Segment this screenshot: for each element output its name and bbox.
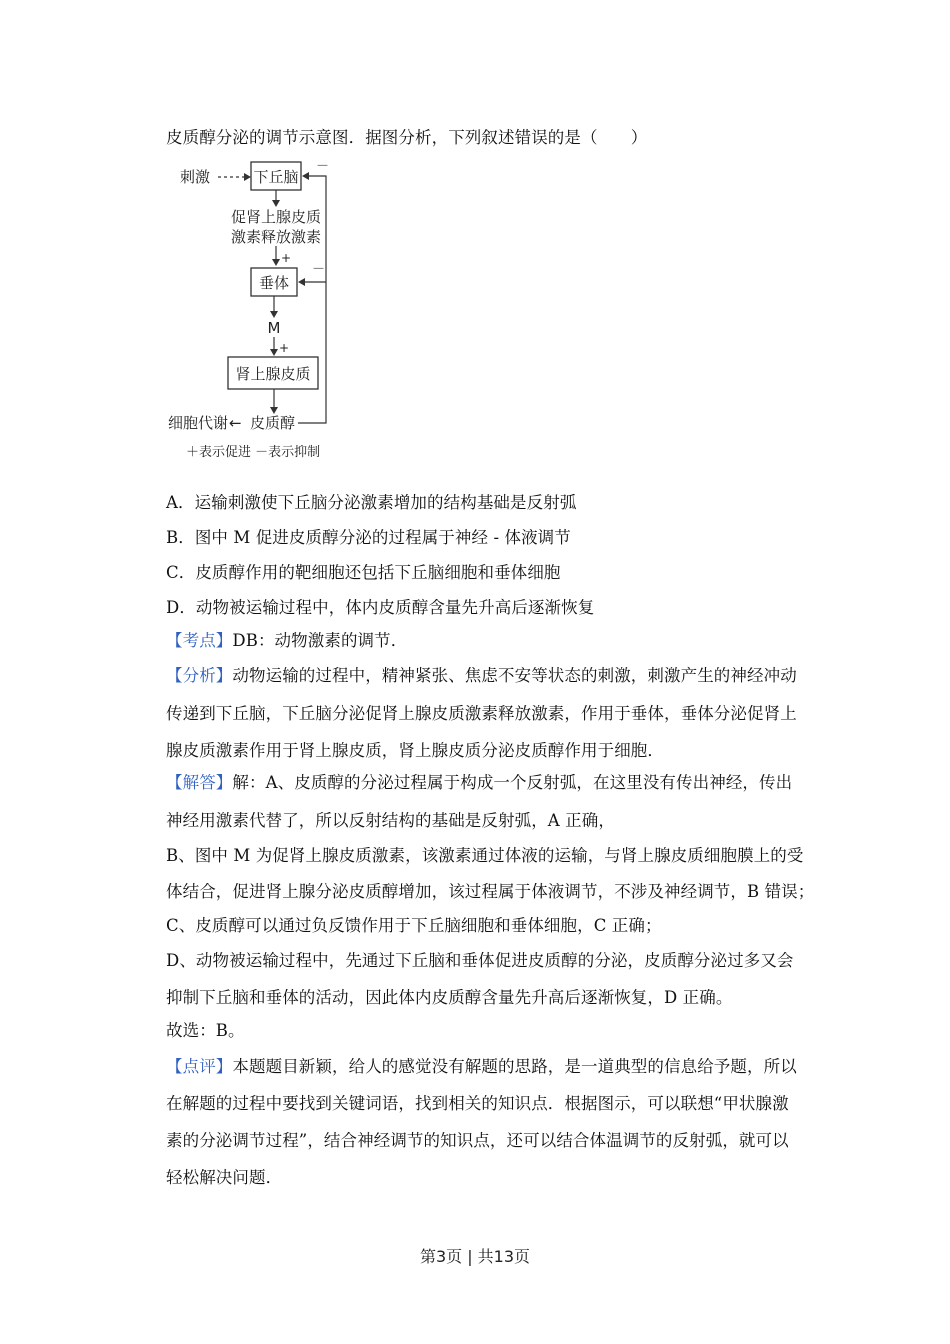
minus-sign-top: － [316, 159, 330, 174]
fenxi-tag: 【分析】 [166, 666, 233, 685]
dianping-tag: 【点评】 [166, 1057, 233, 1076]
dianping-line-4: 轻松解决问题． [166, 1168, 283, 1187]
hormone-label-line2: 激素释放激素 [230, 228, 322, 246]
m-label: M [267, 319, 281, 337]
pituitary-label: 垂体 [258, 274, 290, 292]
adrenal-cortex-label: 肾上腺皮质 [235, 365, 311, 383]
jieda-line-7: 抑制下丘脑和垂体的活动，因此体内皮质醇含量先升高后逐渐恢复，D 正确。 [166, 988, 733, 1007]
plus-sign-1: + [281, 251, 292, 265]
jieda-line-3: B、图中 M 为促肾上腺皮质激素，该激素通过体液的运输，与肾上腺皮质细胞膜上的受 [166, 846, 804, 865]
minus-sign-middle: － [312, 262, 326, 277]
cell-metabolism-label: 细胞代谢 [168, 414, 229, 432]
fenxi-line-2: 传递到下丘脑，下丘脑分泌促肾上腺皮质激素释放激素，作用于垂体，垂体分泌促肾上 [166, 704, 797, 723]
hormone-label-line1: 促肾上腺皮质 [230, 208, 322, 226]
dianping-line-2: 在解题的过程中要找到关键词语，找到相关的知识点．根据图示，可以联想“甲状腺激 [166, 1094, 789, 1113]
feedback-arrowhead-pituitary [298, 278, 305, 286]
stimulus-arrowhead [244, 173, 251, 181]
fenxi-line-1 [166, 666, 806, 686]
option-d: D．动物被运输过程中，体内皮质醇含量先升高后逐渐恢复 [166, 598, 595, 617]
arrowhead-adrenal-down [270, 407, 278, 414]
feedback-arrowhead-hypothalamus [302, 172, 309, 180]
question-stem: 皮质醇分泌的调节示意图．据图分析，下列叙述错误的是（ ） [166, 128, 648, 147]
cortisol-regulation-diagram [166, 156, 336, 466]
jieda-line-1 [166, 773, 806, 793]
option-b: B．图中 M 促进皮质醇分泌的过程属于神经 - 体液调节 [166, 528, 571, 547]
arrowhead-pituitary-down [270, 311, 278, 318]
answer-line: 故选：B。 [166, 1021, 245, 1040]
stimulus-label: 刺激 [180, 168, 211, 186]
jieda-tag: 【解答】 [166, 773, 233, 792]
dianping-line-1 [166, 1057, 806, 1077]
jieda-line-2: 神经用激素代替了，所以反射结构的基础是反射弧，A 正确， [166, 811, 615, 830]
arrowhead-to-adrenal [270, 349, 278, 356]
fenxi-text-1: 动物运输的过程中，精神紧张、焦虑不安等状态的刺激，刺激产生的神经冲动 [232, 666, 797, 685]
cortisol-label: 皮质醇 [250, 414, 296, 432]
diagram-legend: ＋表示促进 －表示抑制 [186, 445, 321, 460]
option-a: A．运输刺激使下丘脑分泌激素增加的结构基础是反射弧 [166, 493, 577, 512]
option-c: C．皮质醇作用的靶细胞还包括下丘脑细胞和垂体细胞 [166, 563, 561, 582]
arrowhead-to-pituitary [272, 259, 280, 266]
arrowhead-hypo-down [272, 200, 280, 207]
jieda-line-4: 体结合，促进肾上腺分泌皮质醇增加，该过程属于体液调节，不涉及神经调节，B 错误； [166, 882, 815, 901]
jieda-line-5: C、皮质醇可以通过负反馈作用于下丘脑细胞和垂体细胞，C 正确； [166, 916, 662, 935]
fenxi-line-3: 腺皮质激素作用于肾上腺皮质，肾上腺皮质分泌皮质醇作用于细胞． [166, 741, 664, 760]
dianping-text-1: 本题题目新颖，给人的感觉没有解题的思路，是一道典型的信息给予题，所以 [232, 1057, 797, 1076]
dianping-line-3: 素的分泌调节过程”，结合神经调节的知识点，还可以结合体温调节的反射弧，就可以 [166, 1131, 789, 1150]
hypothalamus-label: 下丘脑 [253, 168, 299, 186]
page-footer: 第3页 | 共13页 [419, 1247, 531, 1266]
kaodian-text: DB：动物激素的调节． [232, 631, 408, 650]
left-arrow-glyph: ← [229, 414, 242, 432]
kaodian-tag: 【考点】 [166, 631, 233, 650]
kaodian-line [166, 631, 806, 651]
jieda-line-6: D、动物被运输过程中，先通过下丘脑和垂体促进皮质醇的分泌，皮质醇分泌过多又会 [166, 951, 794, 970]
plus-sign-2: + [279, 341, 290, 355]
jieda-text-1: 解：A、皮质醇的分泌过程属于构成一个反射弧，在这里没有传出神经，传出 [232, 773, 793, 792]
